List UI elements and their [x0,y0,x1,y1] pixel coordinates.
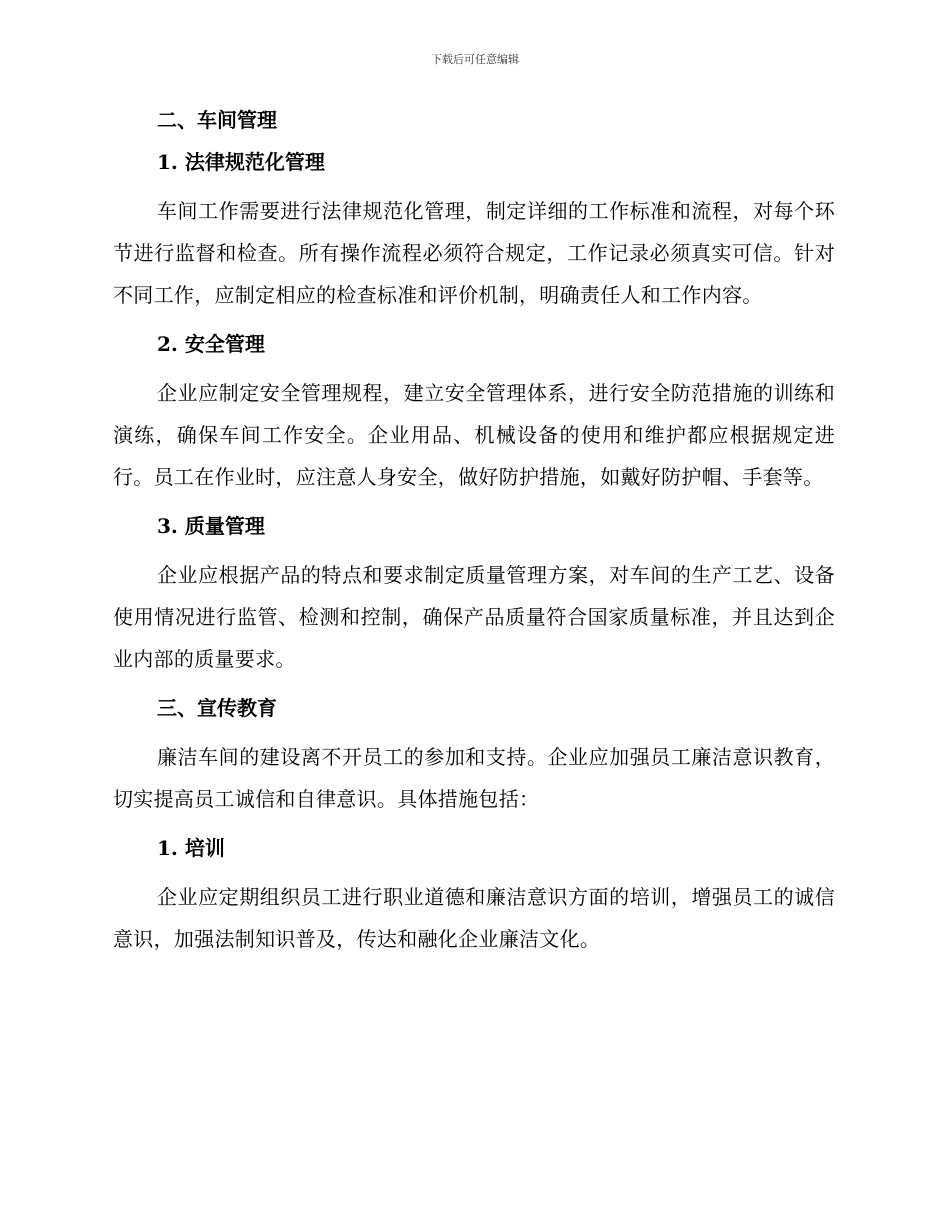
subheading-quality-management: 3. 质量管理 [157,514,265,538]
page-header: 下载后可任意编辑 [431,53,519,66]
subheading-training: 1. 培训 [157,836,225,860]
section-heading-publicity-education: 三、宣传教育 [157,696,277,720]
paragraph-quality-management: 企业应根据产品的特点和要求制定质量管理方案，对车间的生产工艺、设备使用情况进行监管、检测和控制，确保产品质量符合国家质量标准，并且达到企业内部的质量要求。 [113,563,835,671]
section-heading-workshop-management: 二、车间管理 [157,108,277,132]
subheading-safety-management: 2. 安全管理 [157,332,265,356]
paragraph-safety-management: 企业应制定安全管理规程，建立安全管理体系，进行安全防范措施的训练和演练，确保车间工作安全。企业用品、机械设备的使用和维护都应根据规定进行。员工在作业时，应注意人身安全，做好防护措施，如戴好防护帽、手套等。 [113,381,835,489]
paragraph-legal-standardization: 车间工作需要进行法律规范化管理，制定详细的工作标准和流程，对每个环节进行监督和检查。所有操作流程必须符合规定，工作记录必须真实可信。针对不同工作，应制定相应的检查标准和评价机制，明确责任人和工作内容。 [113,199,835,307]
document-body [113,106,835,960]
subheading-legal-standardization: 1. 法律规范化管理 [157,150,325,174]
paragraph-training: 企业应定期组织员工进行职业道德和廉洁意识方面的培训，增强员工的诚信意识，加强法制知识普及，传达和融化企业廉洁文化。 [113,885,835,951]
paragraph-publicity-education: 廉洁车间的建设离不开员工的参加和支持。企业应加强员工廉洁意识教育，切实提高员工诚信和自律意识。具体措施包括： [113,745,835,811]
